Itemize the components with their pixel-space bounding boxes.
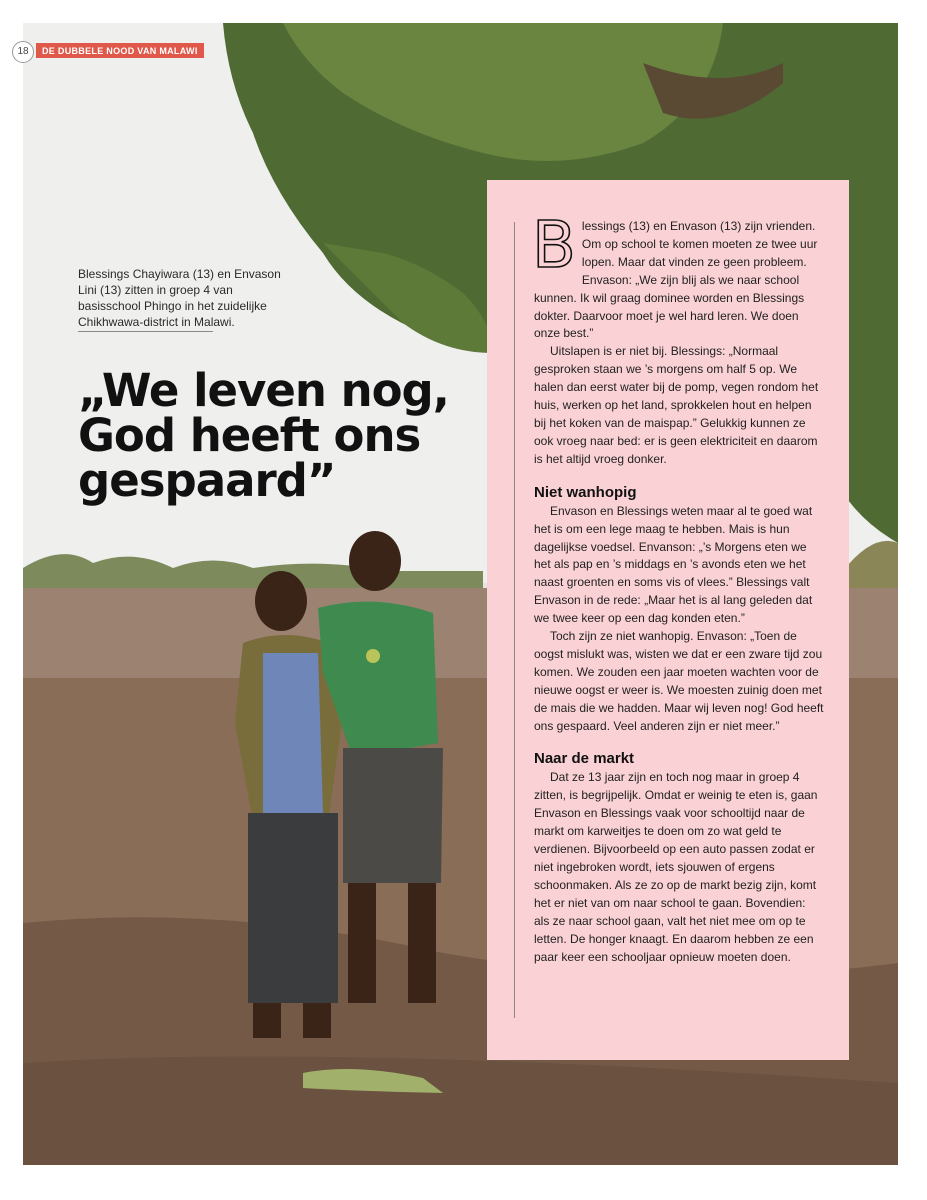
paragraph-4: Toch zijn ze niet wanhopig. Envason: „Toen de oogst mislukt was, wisten we dat er een zware tijd zou komen. We zouden een jaar moeten wachten voor de nieuwe oogst er weer is. We moesten zuinig doen met de mais die we hadden. Maar wij leven nog! God heeft ons gespaard. Veel anderen zijn er niet meer.” (534, 629, 824, 733)
drop-cap: B (532, 209, 576, 283)
page-number: 18 (12, 41, 34, 63)
paragraph-3: Envason en Blessings weten maar al te goed wat het is om een lege maag te hebben. Mais is hun dagelijkse voedsel. Envanson: „’s Morgens eten we het als pap en ’s middags en ’s avonds eten we het naast groenten en soms vis of vlees.” Blessings valt Envason in de rede: „Maar het is al lang geleden dat we twee keer op een dag konden eten.” (534, 503, 813, 626)
article-box (487, 180, 849, 1060)
section-tag: DE DUBBELE NOOD VAN MALAWI (36, 43, 204, 58)
paragraph-2: Uitslapen is er niet bij. Blessings: „Normaal gesproken staan we ’s morgens om half 5 op. We halen dan eerst water bij de pomp, vegen rondom het huis, werken op het land, sprokkelen hout en helpen bij het koken van de maispap.” Gelukkig kunnen ze ook vroeg naar bed: er is geen elektriciteit en daarom is het altijd vroeg donker. (534, 344, 819, 466)
article-body (532, 209, 824, 966)
caption-divider (78, 331, 213, 332)
article-vertical-rule (514, 222, 515, 1018)
subheading-naar-de-markt: Naar de markt (534, 750, 635, 768)
paragraph-5: Dat ze 13 jaar zijn en toch nog maar in groep 4 zitten, is begrijpelijk. Omdat er weinig te eten is, gaan Envason en Blessings vaak voor schooltijd naar de markt om karweitjes te doen om zo wat geld te verdienen. Bijvoorbeeld op een auto passen zodat er niet ingebroken wordt, iets sjouwen of ergens schoonmaken. Als ze zo op de markt bezig zijn, komt het er niet van om naar school te gaan. Bovendien: als ze naar school gaan, valt het niet mee om op te letten. De honger knaagt. En daarom hebben ze een paar keer een schooljaar opnieuw moeten doen. (534, 770, 818, 964)
subheading-niet-wanhopig: Niet wanhopig (534, 483, 637, 501)
paragraph-1-text: lessings (13) en Envason (13) zijn vrienden. Om op school te komen moeten ze twee uur lopen. Maar dat vinden ze geen probleem. Envason: „We zijn blij als we naar school kunnen. Ik wil graag dominee worden en Blessings dokter. Daarvoor moet je wel hard leren. We doen onze best.” (534, 219, 818, 341)
photo-caption: Blessings Chayiwara (13) en Envason Lini (13) zitten in groep 4 van basisschool Phingo in het zuidelijke Chikhwawa-district in Malawi. (78, 267, 281, 329)
paragraph-1 (532, 209, 824, 343)
headline: „We leven nog, God heeft ons gespaard” (78, 364, 449, 507)
